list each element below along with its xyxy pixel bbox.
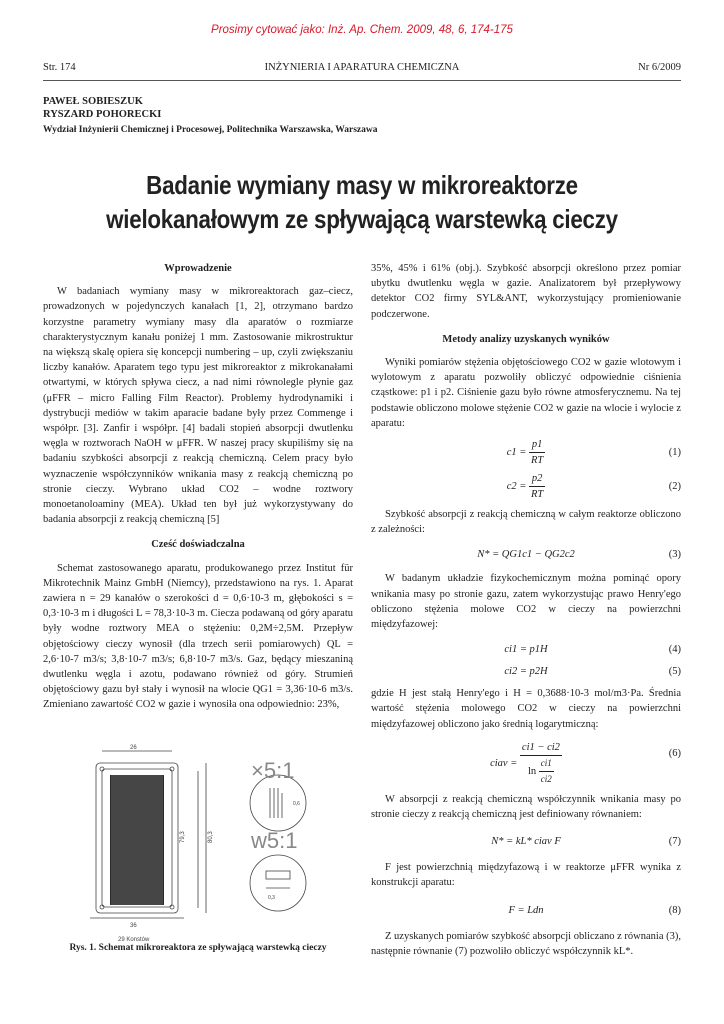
reactor-channels — [110, 775, 164, 905]
section-heading-experimental: Cześć doświadczalna — [151, 539, 245, 551]
eq8-expr: F = Ldn — [508, 904, 544, 916]
issue-number: Nr 6/2009 — [638, 62, 681, 73]
eq6-den-den: ci2 — [540, 774, 552, 785]
absorption-paragraph: Szybkość absorpcji z reakcją chemiczną w całym reaktorze obliczono z zależności: — [371, 509, 681, 536]
equation-6 — [371, 740, 681, 784]
citation-line: Prosimy cytować jako: Inż. Ap. Chem. 2009, 48, 6, 174-175 — [211, 24, 513, 36]
author-1: PAWEŁ SOBIESZUK — [43, 96, 143, 107]
right-column — [371, 261, 681, 959]
eq8-number: (8) — [668, 904, 681, 916]
eq1-lhs: c1 = — [506, 447, 527, 459]
eq5-number: (5) — [668, 666, 681, 678]
equation-5 — [371, 660, 681, 680]
eq6-lhs: ciav = — [490, 758, 518, 770]
intro-paragraph: W badaniach wymiany masy w mikroreaktorach gaz–ciecz, prowadzonych w pojedynczych kanałach [1, 2], otrzymano bardzo korzystne parametry wymiany masy dla aparatów o rozmiarze charakterystycznym kanału poniżej 1 mm. Zastosowanie mikrostruktur na większą skalę opiera się koncepcji numbering – up, czyli zwiększaniu liczby kanałów. Aparatem tego typu jest mikroreaktor z mikrokanałami otwartymi, w których spływa ciecz, a nad nimi równolegle płynie gaz (μFFR – micro Falling Film Reactor). Problemy hydrodynamiki i dystrybucji mediów w takim aparacie badane były przez Commenge i współpr. [3]. Zanfir i współpr. [4] badali stopień absorpcji dwutlenku węgla w roztworach NaOH w μFFR. W naszej pracy skupiliśmy się na badaniu szybkości absorpcji z reakcją chemiczną. Celem pracy było wyznaczenie współczynników wnikania masy z reakcją chemiczną po stronie cieczy. Wybrano układ CO2 – wodne roztwory monoetanoloaminy (MEA). Układ ten był już wykorzystywany do badania absorpcji z reakcją chemiczną [5] — [43, 286, 353, 526]
eq1-num: p1 — [529, 437, 545, 453]
section-heading-methods: Metody analizy uzyskanych wyników — [442, 333, 610, 345]
eq7-expr: N* = kL* ciav F — [491, 836, 561, 848]
final-paragraph: Z uzyskanych pomiarów szybkość absorpcji obliczano z równania (3), następnie równanie (7) pozwoliło obliczyć współczynnik kL*. — [371, 930, 681, 957]
eq6-ln: ln — [528, 766, 537, 778]
dim-top-label: 26 — [130, 745, 137, 751]
methods-paragraph: Wyniki pomiarów stężenia objętościowego CO2 w gazie wlotowym i wylotowym z aparatu pozwoliły obliczyć odpowiednie ciśnienia cząstkowe: p1 i p2. Ciśnienie gazu było równe atmosferycznemu. Na tej podstawie obliczono molowe stężenie CO2 w gazie na wlocie i wylocie z aparatu: — [371, 357, 681, 429]
equation-7 — [371, 830, 681, 852]
eq7-number: (7) — [668, 836, 681, 848]
left-column — [43, 261, 353, 713]
equation-4 — [371, 638, 681, 658]
eq6-number: (6) — [668, 747, 681, 759]
channel-count-label: 29 Konstów — [118, 937, 150, 943]
equation-2 — [371, 471, 681, 501]
equation-8 — [371, 899, 681, 921]
title-line-2: wielokanałowym ze spływającą warstewką cieczy — [106, 204, 618, 234]
eq5-expr: ci2 = p2H — [504, 666, 548, 678]
eq4-number: (4) — [668, 644, 681, 656]
paper-title — [51, 168, 674, 236]
henry-paragraph: gdzie H jest stałą Henry'ego i H = 0,3688·10-3 mol/m3·Pa. Średnia wartość stężenia molowego CO2 w cieczy na powierzchni międzyfazowej obliczono jako średnią logarytmiczną: — [371, 688, 681, 730]
eq1-den: RT — [530, 455, 544, 467]
eq2-num: p2 — [529, 471, 545, 487]
eq2-number: (2) — [668, 481, 681, 493]
detail-dim-2: 0,3 — [268, 895, 275, 901]
authors — [43, 95, 161, 121]
title-line-1: Badanie wymiany masy w mikroreaktorze — [146, 170, 578, 200]
dim-right2-label: 80,3 — [208, 831, 214, 843]
experimental-paragraph: Schemat zastosowanego aparatu, produkowanego przez Institut für Mikrotechnik Mainz GmbH (Niemcy), przedstawiono na rys. 1. Aparat zawiera n = 29 kanałów o szerokości d = 0,6·10-3 m, głębokości s = 0,3·10-3 m i długości L = 78,3·10-3 m. Ciecza podawaną od góry aparatu były wodne roztwory MEA o stężeniu: 0,2M÷2,5M. Przepływ objętościowy cieczy wynosił (dla trzech serii pomiarowych) QL = 2,6·10-7 m3/s; 3,8·10-7 m3/s; 6,8·10-7 m3/s. Gaz, będący mieszaniną dwutlenku węgla i azotu, podawano również od góry. Strumień objętościowy gazu był stały i wynosił na wlocie QG1 = 3,36·10-6 m3/s. Zmieniano zawartość CO2 w gazie i wynosiła ona odpowiednio: 23%, — [43, 562, 353, 711]
interface-paragraph: F jest powierzchnią międzyfazową i w reaktorze μFFR wynika z konstrukcji aparatu: — [371, 862, 681, 889]
section-heading-intro: Wprowadzenie — [164, 263, 232, 274]
author-2: RYSZARD POHORECKI — [43, 109, 162, 120]
detail-circle-2 — [250, 855, 306, 911]
eq3-expr: N* = QG1c1 − QG2c2 — [477, 549, 575, 561]
page-number: Str. 174 — [43, 62, 76, 73]
continued-paragraph: 35%, 45% i 61% (obj.). Szybkość absorpcji określono przez pomiar ubytku dwutlenku węgla w gazie. Analizatorem był przepływowy detektor CO2 firmy SYL&ANT, wykorzystujący promieniowanie podczerwone. — [371, 263, 681, 320]
dim-bottom-label: 36 — [130, 923, 137, 929]
mass-transfer-paragraph: W absorpcji z reakcją chemiczną współczynnik wnikania masy po stronie cieczy z reakcją chemiczną jest definiowany równaniem: — [371, 793, 681, 821]
equation-1 — [371, 437, 681, 467]
dim-right1-label: 79,3 — [180, 831, 186, 843]
equation-3 — [371, 543, 681, 565]
reactor-schematic — [88, 743, 323, 943]
eq6-den-num: ci1 — [539, 756, 554, 772]
journal-name: INŻYNIERIA I APARATURA CHEMICZNA — [264, 62, 460, 73]
scale-label-2: w5:1 — [251, 828, 298, 853]
scale-label-1: ×5:1 — [251, 758, 295, 783]
header-rule — [43, 80, 681, 81]
figure-caption: Rys. 1. Schemat mikroreaktora ze spływającą warstewką cieczy — [69, 943, 327, 953]
eq3-number: (3) — [668, 549, 681, 561]
eq4-expr: ci1 = p1H — [504, 644, 548, 656]
eq2-lhs: c2 = — [506, 481, 527, 493]
detail-dim-1: 0,6 — [293, 801, 300, 807]
physicochemical-paragraph: W badanym układzie fizykochemicznym można pominąć opory wnikania masy po stronie gazu, zatem wykorzystując prawo Henry'ego obliczono stężenia molowe CO2 w cieczy na powierzchni międzyfazowej: — [371, 573, 681, 631]
eq1-number: (1) — [668, 447, 681, 459]
affiliation: Wydział Inżynierii Chemicznej i Procesowej, Politechnika Warszawska, Warszawa — [43, 125, 378, 135]
eq2-den: RT — [530, 489, 544, 501]
eq6-num: ci1 − ci2 — [520, 740, 562, 756]
